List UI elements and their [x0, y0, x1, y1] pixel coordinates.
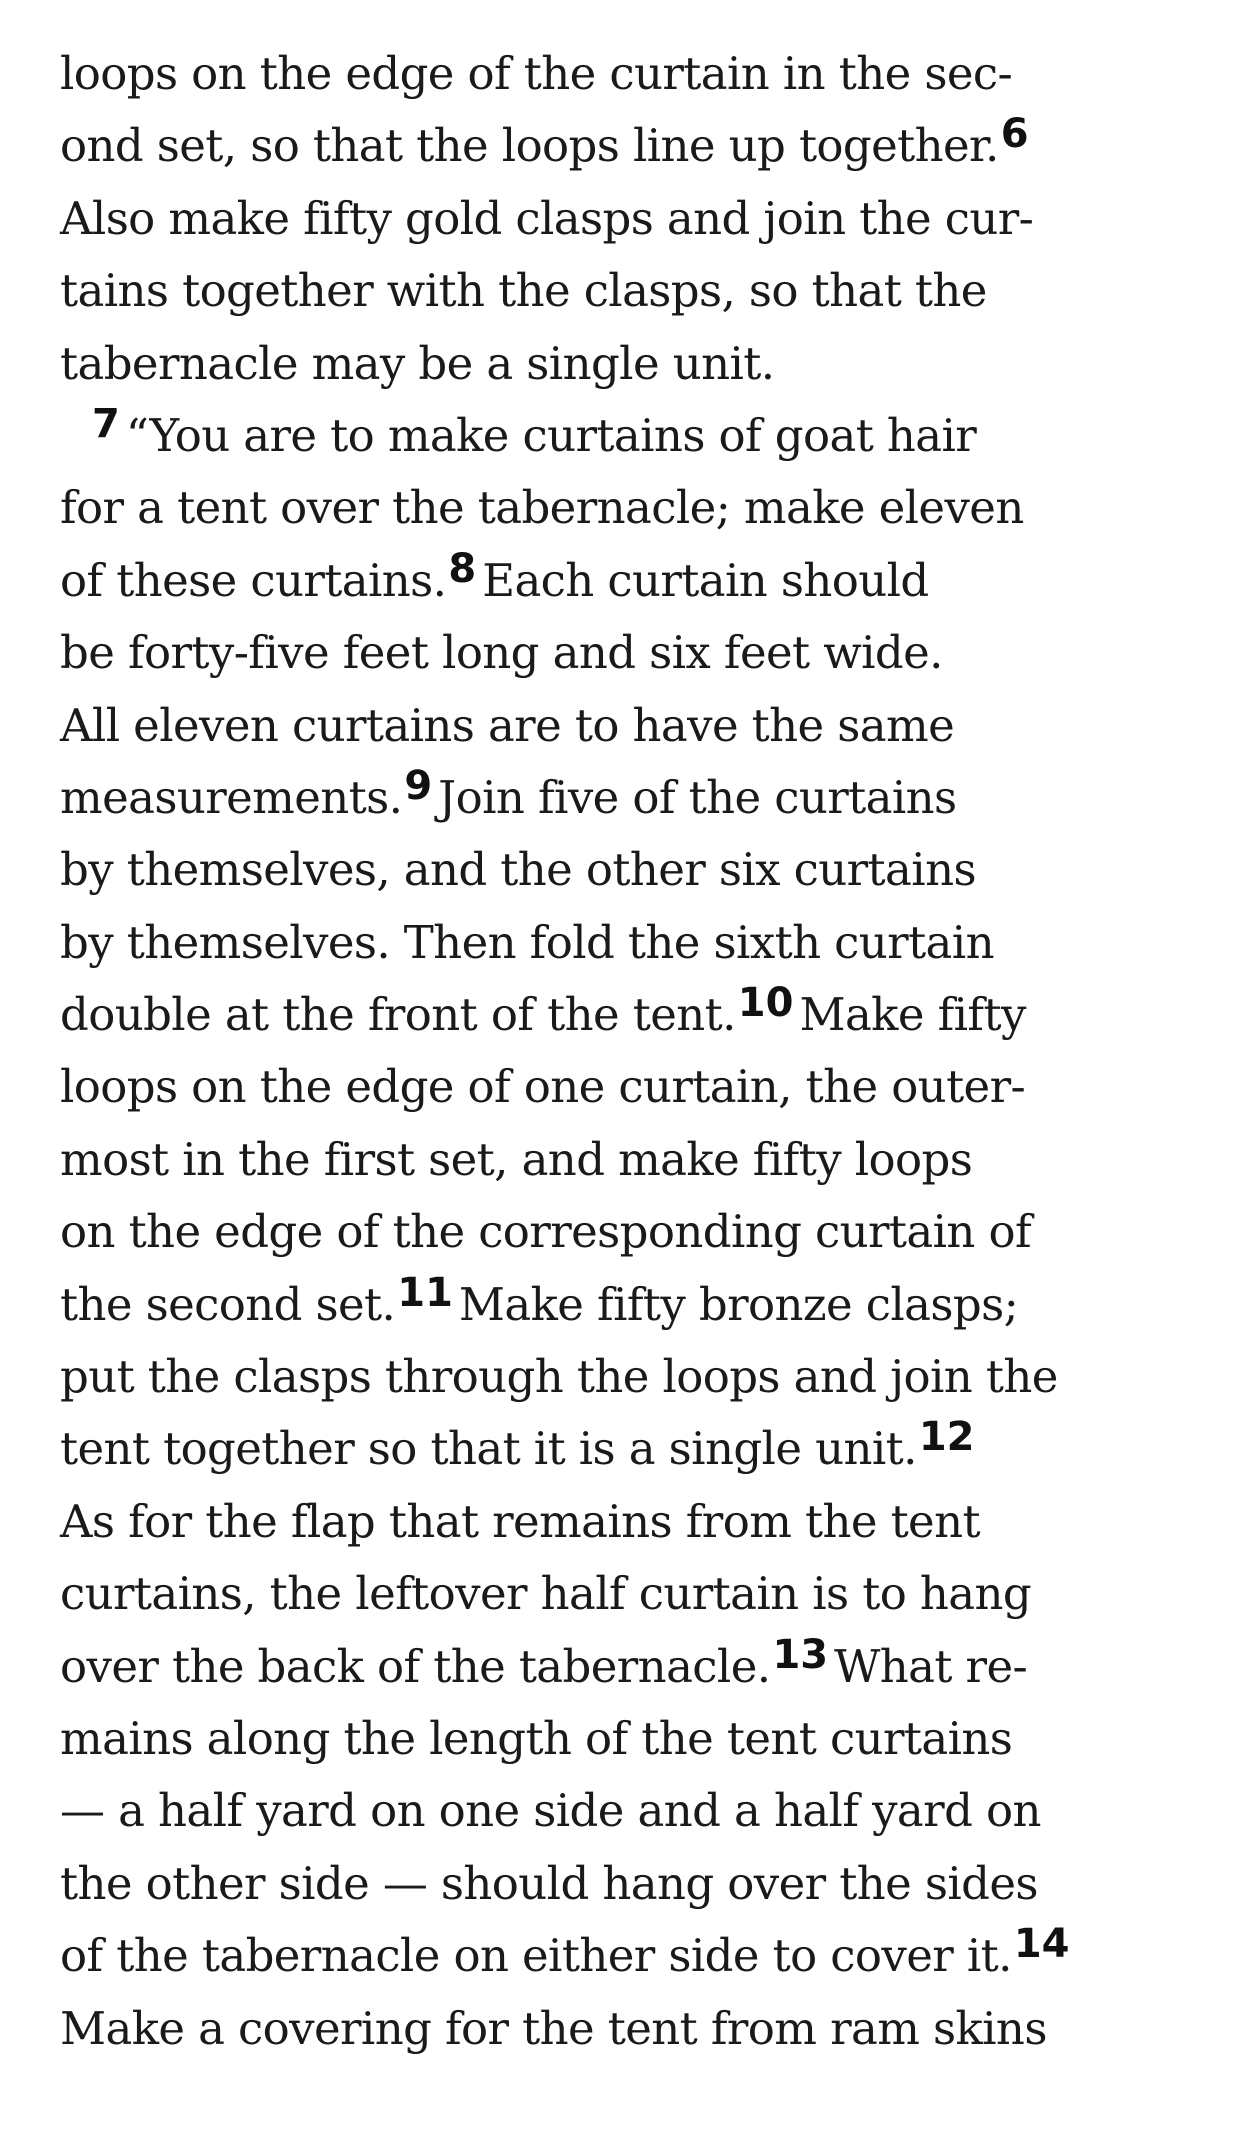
text-line	[60, 1848, 1220, 1920]
verse-text: over the back of the tabernacle.	[60, 1639, 771, 1693]
verse-text: tabernacle may be a single unit.	[60, 336, 775, 390]
text-line	[60, 38, 1220, 110]
text-line	[60, 1993, 1220, 2065]
verse-number: 9	[404, 762, 433, 809]
text-line	[60, 183, 1220, 255]
text-line	[60, 400, 1220, 472]
verse-text: on the edge of the corresponding curtain of	[60, 1205, 1032, 1259]
verse-text: the second set.	[60, 1277, 396, 1331]
text-line	[60, 617, 1220, 689]
text-line	[60, 1920, 1220, 1992]
verse-text: by themselves. Then fold the sixth curtain	[60, 915, 994, 969]
verse-text: of these curtains.	[60, 553, 447, 607]
verse-number: 6	[1000, 111, 1029, 158]
text-line	[60, 690, 1220, 762]
verse-text: loops on the edge of one curtain, the outer-	[60, 1060, 1026, 1114]
text-line	[60, 545, 1220, 617]
verse-text: by themselves, and the other six curtains	[60, 843, 976, 897]
scripture-text-page	[60, 38, 1220, 2065]
verse-text: Make fifty	[799, 988, 1026, 1042]
text-line	[60, 979, 1220, 1051]
verse-number: 8	[448, 545, 477, 592]
text-line	[60, 1558, 1220, 1630]
verse-text: of the tabernacle on either side to cover it.	[60, 1929, 1012, 1983]
verse-text: for a tent over the tabernacle; make eleven	[60, 481, 1024, 535]
verse-text: tent together so that it is a single unit.	[60, 1422, 917, 1476]
text-line	[60, 110, 1220, 182]
verse-number: 13	[772, 1631, 829, 1678]
text-line	[60, 1631, 1220, 1703]
text-line	[60, 1413, 1220, 1485]
verse-text: All eleven curtains are to have the same	[60, 698, 955, 752]
text-line	[60, 1124, 1220, 1196]
verse-text: Also make fifty gold clasps and join the cur-	[60, 191, 1034, 245]
verse-text: ond set, so that the loops line up together.	[60, 119, 999, 173]
text-line	[60, 1051, 1220, 1123]
verse-number: 10	[737, 980, 794, 1027]
text-line	[60, 762, 1220, 834]
verse-text: “You are to make curtains of goat hair	[125, 408, 977, 462]
verse-text: Make a covering for the tent from ram skins	[60, 2001, 1047, 2055]
verse-text: tains together with the clasps, so that the	[60, 264, 987, 318]
verse-text: put the clasps through the loops and join the	[60, 1350, 1058, 1404]
verse-number: 11	[397, 1269, 453, 1316]
text-line	[60, 1341, 1220, 1413]
text-line	[60, 1196, 1220, 1268]
verse-text: curtains, the leftover half curtain is to hang	[60, 1567, 1032, 1621]
verse-text: double at the front of the tent.	[60, 988, 736, 1042]
verse-text: As for the flap that remains from the tent	[60, 1494, 980, 1548]
verse-text: mains along the length of the tent curtains	[60, 1711, 1013, 1765]
text-line	[60, 907, 1220, 979]
verse-text: loops on the edge of the curtain in the sec-	[60, 47, 1013, 100]
verse-text: Join five of the curtains	[438, 770, 957, 824]
verse-number: 12	[918, 1414, 975, 1461]
text-line	[60, 1269, 1220, 1341]
text-line	[60, 255, 1220, 327]
text-line	[60, 1486, 1220, 1558]
text-line	[60, 1703, 1220, 1775]
verse-number: 7	[92, 400, 120, 447]
verse-number: 14	[1013, 1921, 1070, 1968]
text-line	[60, 328, 1220, 400]
verse-text: Make fifty bronze clasps;	[458, 1277, 1019, 1331]
verse-text: be forty-five feet long and six feet wide.	[60, 626, 943, 680]
verse-text: most in the first set, and make fifty loops	[60, 1132, 973, 1186]
verse-text: — a half yard on one side and a half yard on	[60, 1784, 1041, 1838]
text-line	[60, 834, 1220, 906]
verse-text: the other side — should hang over the sides	[60, 1856, 1038, 1910]
verse-text: Each curtain should	[482, 553, 929, 607]
verse-text: What re-	[834, 1639, 1028, 1693]
text-line	[60, 472, 1220, 544]
verse-text: measurements.	[60, 770, 403, 824]
text-line	[60, 1775, 1220, 1847]
